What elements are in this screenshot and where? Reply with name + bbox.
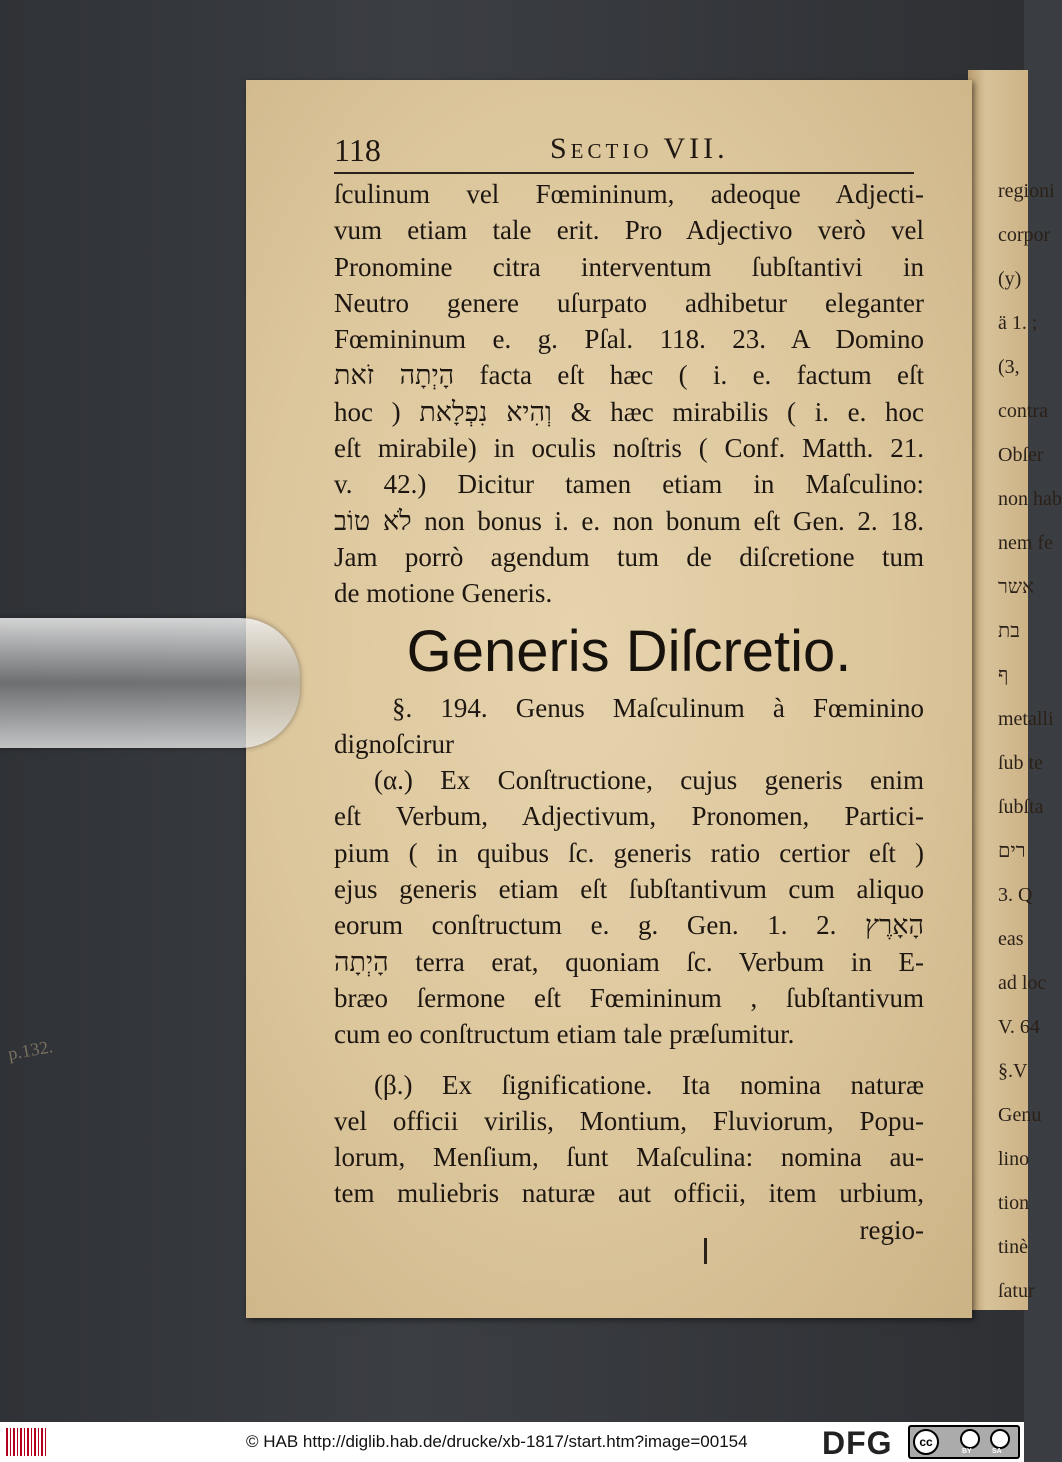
pencil-margin-note: p.132. bbox=[6, 1036, 55, 1064]
cc-icon: cc bbox=[913, 1429, 939, 1455]
facing-page-fragment: nem fe bbox=[998, 532, 1053, 554]
facing-page-fragment: Obſer bbox=[998, 444, 1044, 466]
facing-page-fragment: בת bbox=[998, 620, 1020, 642]
text-line: §. 194. Genus Maſculinum à Fœminino bbox=[392, 692, 924, 723]
text-line: ejus generis etiam eſt ſubſtantivum cum aliquo bbox=[334, 874, 924, 905]
facing-page-fragment: ף bbox=[998, 664, 1009, 686]
cc-license-badge[interactable] bbox=[908, 1425, 1020, 1459]
text-line: ſculinum vel Fœmininum, adeoque Adjecti- bbox=[334, 179, 924, 209]
text-line: pium ( in quibus ſc. generis ratio certior eſt ) bbox=[334, 837, 924, 868]
by-icon bbox=[960, 1429, 980, 1449]
facing-page-fragment: non hab bbox=[998, 488, 1062, 510]
page-number: 118 bbox=[334, 132, 381, 168]
footer-bar bbox=[0, 1422, 1024, 1462]
page-header bbox=[334, 132, 914, 174]
facing-page-fragment: ad loc bbox=[998, 972, 1047, 994]
by-label: BY bbox=[962, 1448, 972, 1455]
facing-page-fragment: metalli bbox=[998, 708, 1054, 730]
text-line: v. 42.) Dicitur tamen etiam in Maſculino: bbox=[334, 469, 924, 500]
facing-page-fragment: (y) bbox=[998, 268, 1022, 290]
text-line: Neutro genere uſurpato adhibetur eleganter bbox=[334, 287, 924, 318]
facing-page-fragment: lino bbox=[998, 1148, 1030, 1170]
facing-page-fragment: 3. Q bbox=[998, 884, 1033, 906]
facing-page-fragment: ſub te bbox=[998, 752, 1043, 774]
facing-page bbox=[968, 70, 1062, 1310]
text-line: hoc ) וְהִיא נִפְלָאת & hæc mirabilis ( i. e. hoc bbox=[334, 396, 924, 427]
text-line: הָיְתָה זֹאת facta eſt hæc ( i. e. factum eſt bbox=[334, 360, 924, 391]
facing-page-fragment: §.V bbox=[998, 1060, 1028, 1082]
facing-page-fragment: (3, bbox=[998, 356, 1020, 378]
text-line: vum etiam tale erit. Pro Adjectivo verò vel bbox=[334, 215, 924, 246]
book-page bbox=[246, 80, 972, 1318]
text-line: Pronomine citra interventum ſubſtantivi in bbox=[334, 251, 924, 282]
facing-page-fragment: ä 1. ; bbox=[998, 312, 1038, 334]
text-line: lorum, Menſium, ſunt Maſculina: nomina au- bbox=[334, 1142, 924, 1173]
dfg-logo: DFG bbox=[822, 1425, 893, 1461]
text-line: de motione Generis. bbox=[334, 578, 553, 609]
facing-page-fragment: ſatur bbox=[998, 1280, 1035, 1302]
text-line: eorum conſtructum e. g. Gen. 1. 2. הָאָרֶץ bbox=[334, 910, 924, 941]
catchword: regio- bbox=[859, 1214, 924, 1245]
facing-page-fragment: tion bbox=[998, 1192, 1030, 1214]
text-line: Jam porrò agendum tum de diſcretione tum bbox=[334, 541, 924, 572]
facing-page-fragment: אשר bbox=[998, 576, 1034, 598]
facing-page-fragment: רים bbox=[998, 840, 1026, 862]
text-line: (β.) Ex ſignificatione. Ita nomina naturæ bbox=[374, 1069, 924, 1100]
text-line: (α.) Ex Conſtructione, cujus generis enim bbox=[374, 765, 924, 796]
sa-icon bbox=[990, 1429, 1010, 1449]
section-heading: Generis Diſcretio. bbox=[406, 618, 852, 684]
text-line: bræo ſermone eſt Fœmininum , ſubſtantivum bbox=[334, 982, 924, 1013]
facing-page-fragment: Genu bbox=[998, 1104, 1042, 1126]
hab-logo-icon bbox=[6, 1428, 46, 1456]
signature-mark bbox=[704, 1238, 707, 1264]
facing-page-fragment: regioni bbox=[998, 180, 1055, 202]
facing-page-fragment: ſubſta bbox=[998, 796, 1044, 818]
text-line: Fœmininum e. g. Pſal. 118. 23. A Domino bbox=[334, 324, 924, 355]
text-line: dignoſcirur bbox=[334, 728, 454, 759]
text-line: eſt mirabile) in oculis noſtris ( Conf. Matth. 21. bbox=[334, 433, 924, 464]
facing-page-fragment: tinè bbox=[998, 1236, 1028, 1258]
text-line: לֹא טוֹב non bonus i. e. non bonum eſt Gen. 2. 18. bbox=[334, 505, 924, 536]
text-line: vel officii virilis, Montium, Fluviorum, Popu- bbox=[334, 1105, 924, 1136]
text-line: הָיְתָה terra erat, quoniam ſc. Verbum in E- bbox=[334, 946, 924, 977]
facing-page-fragment: eas bbox=[998, 928, 1024, 950]
facing-page-fragment: contra bbox=[998, 400, 1048, 422]
book-clip bbox=[0, 618, 300, 748]
footer-copyright-link[interactable]: © HAB http://diglib.hab.de/drucke/xb-1817/start.htm?image=00154 bbox=[246, 1432, 748, 1451]
facing-page-fragment: corpor bbox=[998, 224, 1051, 246]
sa-label: SA bbox=[992, 1448, 1002, 1455]
text-line: cum eo conſtructum etiam tale præſumitur. bbox=[334, 1019, 795, 1050]
running-head: Sectio VII. bbox=[550, 132, 729, 165]
text-line: eſt Verbum, Adjectivum, Pronomen, Partici- bbox=[334, 801, 924, 832]
body-text bbox=[334, 176, 924, 1248]
text-line: tem muliebris naturæ aut officii, item urbium, bbox=[334, 1178, 924, 1209]
facing-page-fragment: V. 64 bbox=[998, 1016, 1040, 1038]
paragraph-gap bbox=[334, 1053, 924, 1067]
